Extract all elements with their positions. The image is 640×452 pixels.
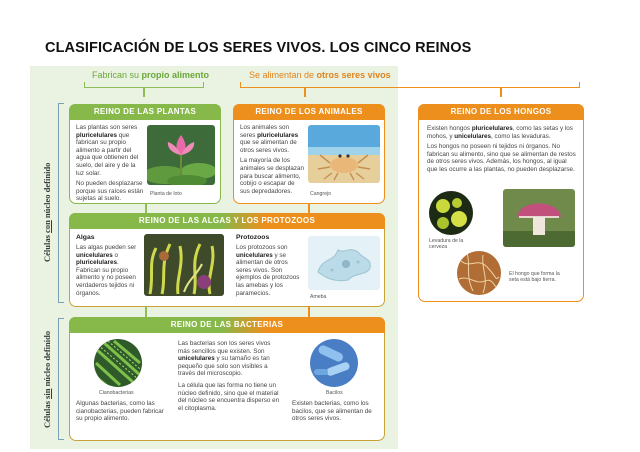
- plants-text: Las plantas son seres pluricelulares que fabrican su propio alimento a partir del agua que obtienen del suelo, del aire y de la luz solar. No pueden desplazarse porque sus raíces están sujetas al suelo.: [76, 124, 144, 203]
- kingdom-algae-protozoa-box: [69, 213, 385, 307]
- label-eat-others: Se alimentan de otros seres vivos: [249, 70, 391, 80]
- kingdom-plants-box: [69, 104, 221, 204]
- bacteria-right-text: Existen bacterias, como los bacilos, que se alimentan de otros seres vivos.: [292, 400, 372, 423]
- kingdom-animals-box: [233, 104, 385, 204]
- fungi-text: Existen hongos pluricelulares, como las setas y los mohos, y unicelulares, como las levaduras. Los hongos no poseen ni tejidos ni órganos. No fabrican su alimento, sino que se alimentan de restos de otros seres vivos. Además, los hongos, al igual que les ocurre a las plantas, no pueden desplazarse.: [427, 125, 576, 173]
- kingdom-plants-header: REINO DE LAS PLANTAS: [69, 104, 221, 120]
- kingdom-bacteria-header: REINO DE LAS BACTERIAS: [69, 317, 385, 333]
- mycelium-caption: El hongo que forma la seta está bajo tierra.: [509, 271, 560, 284]
- amoeba-image: [308, 236, 380, 290]
- mushroom-image: [503, 189, 575, 247]
- kingdom-animals-header: REINO DE LOS ANIMALES: [233, 104, 385, 120]
- bracket-no-nucleus: [58, 318, 64, 440]
- connector-line: [145, 203, 147, 214]
- connector-line: [308, 203, 310, 214]
- cyanobacteria-image: [94, 339, 142, 387]
- crab-image: [308, 125, 380, 183]
- kingdom-fungi-box: [418, 104, 584, 302]
- lotus-image: [147, 125, 215, 185]
- bacilli-image: [310, 339, 358, 387]
- algae-title: Algas: [76, 234, 95, 241]
- connector-line: [500, 88, 502, 97]
- algae-image: [144, 234, 224, 296]
- kingdom-bacteria-box: [69, 317, 385, 441]
- bacilli-caption: Bacilos: [326, 390, 343, 396]
- bacteria-left-text: Algunas bacterias, como las cianobacterias, pueden fabricar su propio alimento.: [76, 400, 164, 423]
- crab-caption: Cangrejo: [310, 191, 332, 197]
- mycelium-image: [457, 251, 501, 295]
- algae-text: Las algas pueden ser unicelulares o pluricelulares. Fabrican su propio alimento y no poseen verdaderos tejidos ni órganos.: [76, 244, 137, 297]
- yeast-image: [429, 191, 473, 235]
- protozoa-title: Protozoos: [236, 234, 270, 241]
- label-produce-food: Fabrican su propio alimento: [92, 70, 210, 80]
- bacteria-main-text: Las bacterias son los seres vivos más sencillos que existen. Son unicelulares y su tamaño es tan pequeño que solo son visibles a través del microscopio. La célula que las forma no tiene un núcleo definido, sino que el material del núcleo se encuentra disperso en el citoplasma.: [178, 340, 280, 412]
- connector-line: [143, 88, 145, 97]
- cyanobacteria-caption: Cianobacterias: [99, 390, 134, 396]
- label-with-nucleus: Células con núcleo definido: [42, 162, 52, 262]
- bracket-nucleus: [58, 103, 64, 303]
- bracket-eat: [240, 82, 580, 88]
- animals-text: Los animales son seres pluricelulares que se alimentan de otros seres vivos. La mayoría de los animales se desplazan para buscar alimento, cobijo o escapar de sus depredadores.: [240, 124, 305, 195]
- protozoa-text: Los protozoos son unicelulares y se alimentan de otros seres vivos. Son ejemplos de protozoos las amebas y los paramecios.: [236, 244, 300, 297]
- kingdom-fungi-header: REINO DE LOS HONGOS: [418, 104, 584, 120]
- connector-line: [304, 88, 306, 97]
- kingdom-algae-protozoa-header: REINO DE LAS ALGAS Y LOS PROTOZOOS: [69, 213, 385, 229]
- yeast-caption: Levadura de la cerveza: [429, 238, 464, 251]
- amoeba-caption: Ameba: [310, 294, 327, 300]
- page-title: CLASIFICACIÓN DE LOS SERES VIVOS. LOS CINCO REINOS: [45, 40, 472, 56]
- label-without-nucleus: Células sin núcleo definido: [42, 330, 52, 428]
- lotus-caption: Planta de loto: [150, 191, 182, 197]
